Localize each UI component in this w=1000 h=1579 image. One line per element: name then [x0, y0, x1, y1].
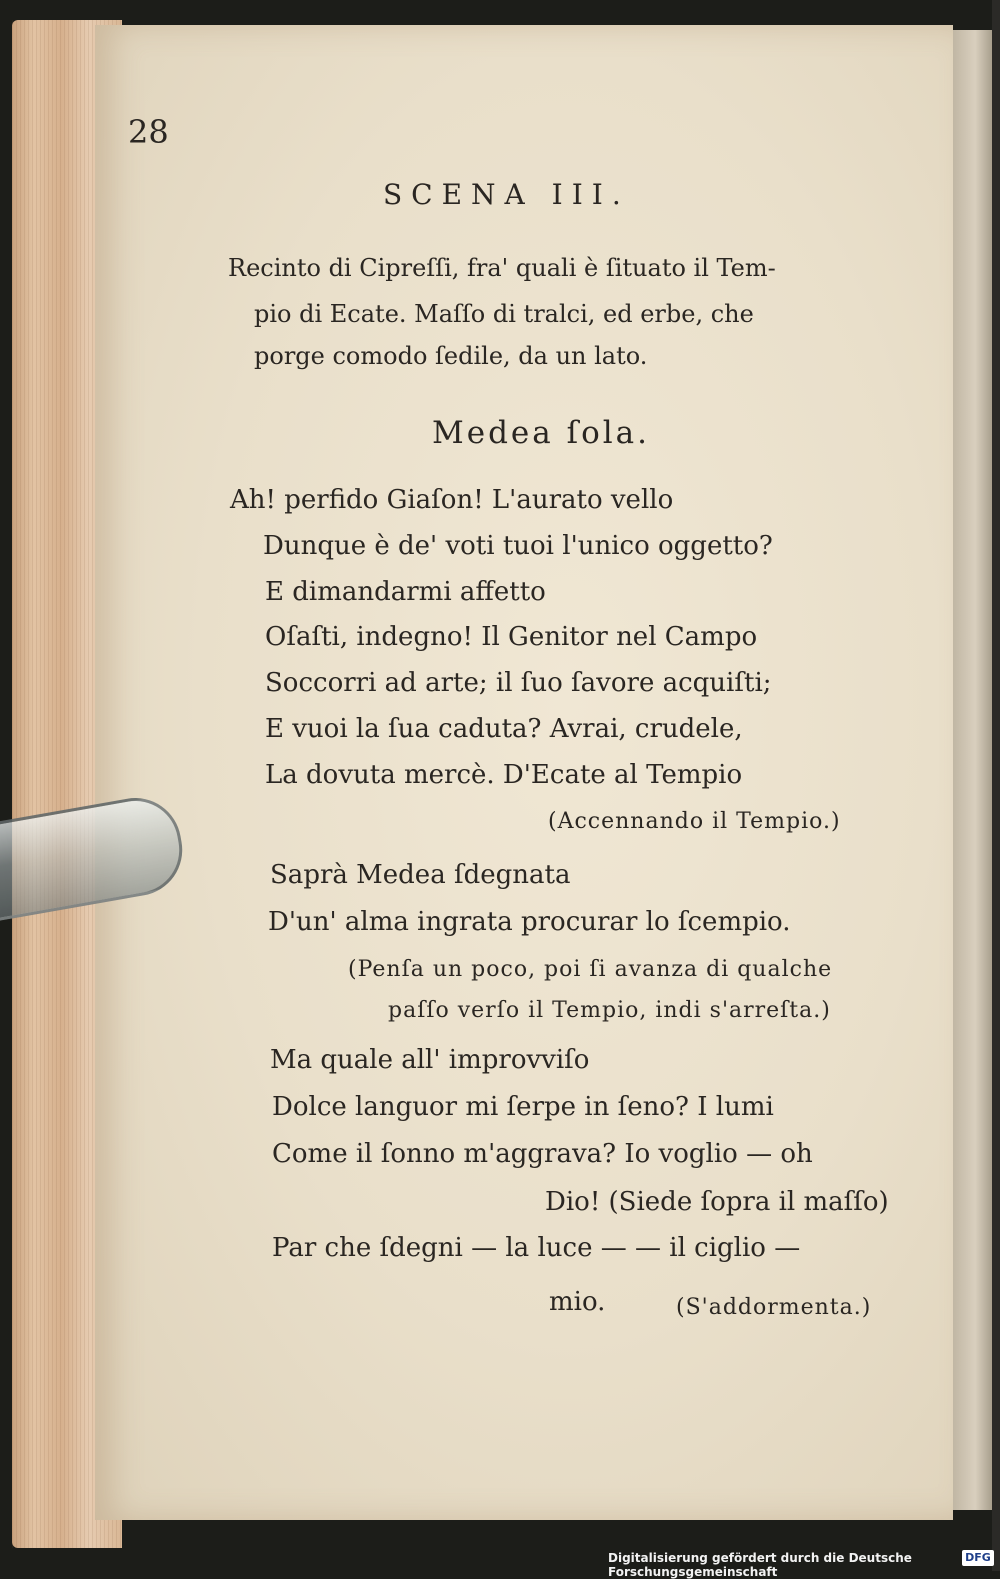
verse-line: Come il ſonno m'aggrava? Io voglio — oh — [272, 1139, 813, 1169]
stage-direction: (Accennando il Tempio.) — [548, 809, 841, 834]
setting-line: porge comodo ſedile, da un lato. — [254, 342, 648, 370]
verse-line: Ma quale all' improvviſo — [270, 1045, 590, 1075]
verse-line: Dolce languor mi ſerpe in ſeno? I lumi — [272, 1092, 774, 1122]
verse-line: Par che ſdegni — la luce — — il ciglio — — [272, 1233, 801, 1263]
setting-line: Recinto di Cipreſſi, fra' quali è ſituato il Tem- — [228, 254, 776, 282]
page-number: 28 — [128, 113, 169, 151]
verse-line: Ah! perfido Giaſon! L'aurato vello — [230, 485, 674, 515]
digitization-credit: Digitalisierung gefördert durch die Deutsche Forschungsgemeinschaft — [608, 1551, 912, 1579]
stage-direction: (S'addormenta.) — [676, 1295, 872, 1320]
verse-line: Oſaſti, indegno! Il Genitor nel Campo — [265, 622, 758, 652]
verse-line: mio. — [549, 1287, 606, 1317]
setting-line: pio di Ecate. Maſſo di tralci, ed erbe, che — [254, 300, 754, 328]
verse-line: Dunque è de' voti tuoi l'unico oggetto? — [263, 531, 773, 561]
dfg-logo: DFG — [962, 1550, 994, 1566]
scene-title: SCENA III. — [383, 178, 630, 211]
verse-line: La dovuta mercè. D'Ecate al Tempio — [265, 760, 743, 790]
verse-line: Dio! (Siede ſopra il maſſo) — [545, 1187, 889, 1217]
stage-direction: (Penſa un poco, poi ſi avanza di qualche — [348, 957, 833, 982]
verse-line: Soccorri ad arte; il ſuo ſavore acquiſti; — [265, 668, 772, 698]
stage-direction: paſſo verſo il Tempio, indi s'arreſta.) — [388, 998, 831, 1023]
verse-line: Saprà Medea ſdegnata — [270, 860, 571, 890]
verse-line: E dimandarmi affetto — [265, 577, 546, 607]
scan-border — [992, 0, 1000, 1571]
character-heading: Medea ſola. — [432, 415, 651, 451]
verse-line: E vuoi la ſua caduta? Avrai, crudele, — [265, 714, 743, 744]
verse-line: D'un' alma ingrata procurar lo ſcempio. — [268, 907, 791, 937]
facing-page-edge — [950, 30, 992, 1510]
